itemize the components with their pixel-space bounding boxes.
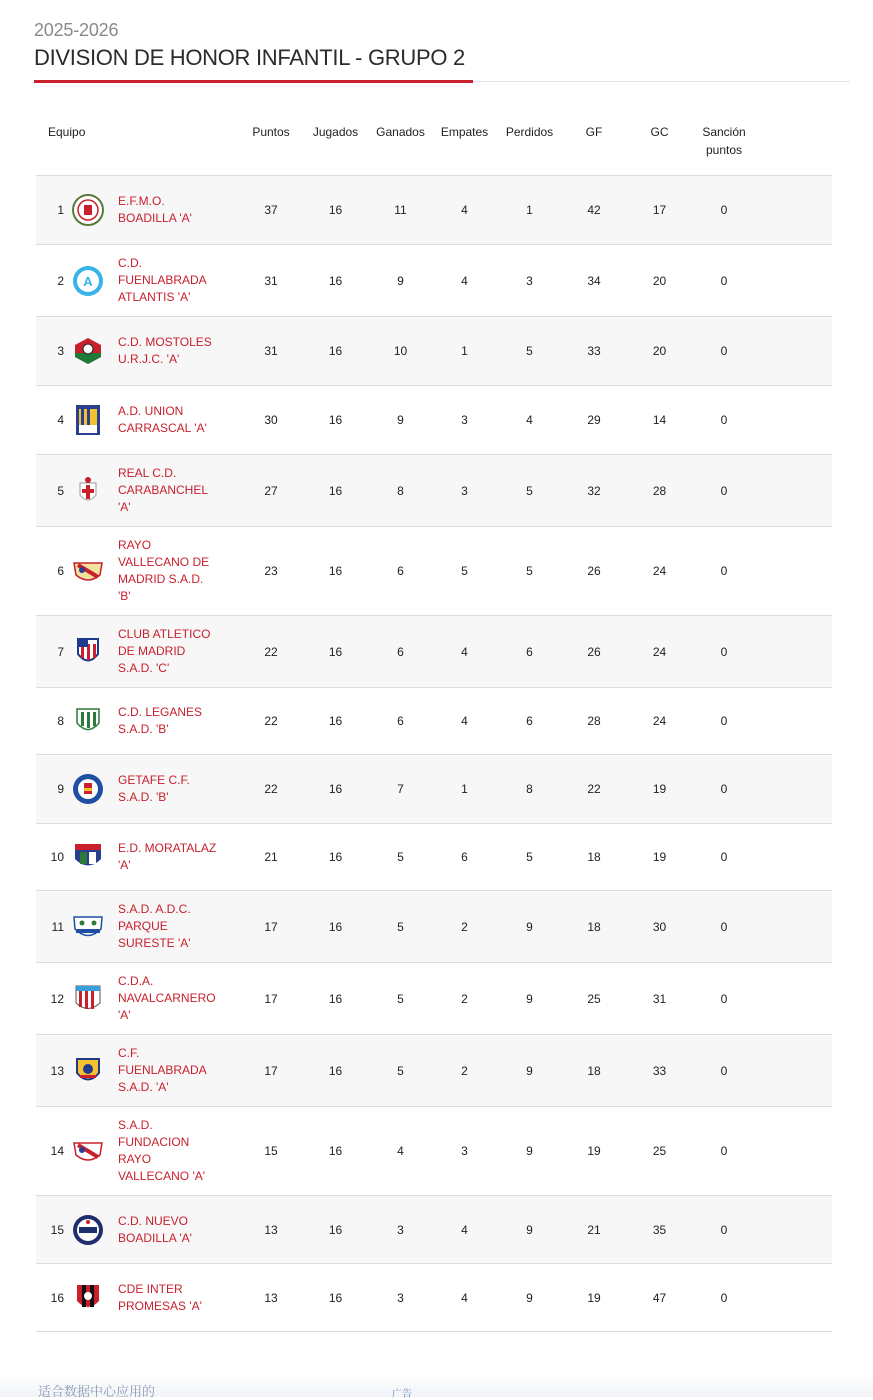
cell-won: 3 (371, 1264, 430, 1332)
cell-drawn: 6 (430, 824, 499, 891)
team-link[interactable]: A.D. UNION CARRASCAL 'A' (118, 404, 207, 435)
cell-position: 10 (36, 824, 72, 891)
fuenlabrada-crest-icon (72, 1055, 104, 1087)
cell-played: 16 (300, 1035, 371, 1107)
cell-lost: 9 (499, 963, 560, 1035)
footer-ad-label[interactable]: 广告 (392, 1389, 412, 1400)
cell-spacer (757, 1035, 832, 1107)
cell-team (72, 1107, 242, 1196)
cell-gc: 17 (628, 176, 691, 245)
parque-sureste-crest-icon (72, 911, 104, 943)
cell-position: 1 (36, 176, 72, 245)
cell-drawn: 4 (430, 245, 499, 317)
cell-position: 15 (36, 1196, 72, 1264)
cell-gf: 32 (560, 455, 628, 527)
carabanchel-crest-icon (72, 475, 104, 507)
carrascal-crest-icon (72, 404, 104, 436)
cell-lost: 9 (499, 1035, 560, 1107)
cell-won: 6 (371, 527, 430, 616)
team-link[interactable]: E.D. MORATALAZ 'A' (118, 841, 217, 872)
cell-won: 9 (371, 386, 430, 455)
cell-points: 17 (242, 1035, 300, 1107)
cell-played: 16 (300, 245, 371, 317)
table-row (36, 1196, 832, 1264)
cell-sanction: 0 (691, 527, 757, 616)
team-link[interactable]: C.D. MOSTOLES U.R.J.C. 'A' (118, 335, 212, 366)
cell-gc: 31 (628, 963, 691, 1035)
cell-drawn: 4 (430, 1264, 499, 1332)
rayo-crest-icon (72, 555, 104, 587)
cell-gf: 21 (560, 1196, 628, 1264)
cell-gc: 14 (628, 386, 691, 455)
cell-won: 8 (371, 455, 430, 527)
cell-gc: 19 (628, 824, 691, 891)
cell-team (72, 688, 242, 755)
cell-won: 10 (371, 317, 430, 386)
cell-gf: 19 (560, 1107, 628, 1196)
col-header-sanction (691, 118, 757, 176)
table-row (36, 455, 832, 527)
team-link[interactable]: CLUB ATLETICO DE MADRID S.A.D. 'C' (118, 627, 211, 675)
cell-sanction: 0 (691, 386, 757, 455)
cell-team (72, 616, 242, 688)
cell-gc: 33 (628, 1035, 691, 1107)
cell-lost: 9 (499, 891, 560, 963)
cell-spacer (757, 317, 832, 386)
cell-lost: 5 (499, 824, 560, 891)
col-header-spacer (757, 118, 832, 176)
cell-won: 5 (371, 891, 430, 963)
team-link[interactable]: C.D. FUENLABRADA ATLANTIS 'A' (118, 256, 207, 304)
cell-won: 5 (371, 824, 430, 891)
cell-gc: 35 (628, 1196, 691, 1264)
cell-position: 5 (36, 455, 72, 527)
cell-gc: 24 (628, 616, 691, 688)
cell-lost: 1 (499, 176, 560, 245)
cell-drawn: 1 (430, 755, 499, 824)
cell-gf: 18 (560, 824, 628, 891)
col-header-sanction-line1: Sanción (702, 125, 746, 139)
table-row (36, 176, 832, 245)
team-link[interactable]: C.D. LEGANES S.A.D. 'B' (118, 705, 203, 736)
cell-points: 15 (242, 1107, 300, 1196)
cell-position: 6 (36, 527, 72, 616)
cell-lost: 6 (499, 688, 560, 755)
cell-team (72, 1035, 242, 1107)
team-link[interactable]: E.F.M.O. BOADILLA 'A' (118, 194, 192, 225)
cell-position: 2 (36, 245, 72, 317)
cell-sanction: 0 (691, 891, 757, 963)
cell-lost: 5 (499, 527, 560, 616)
cell-played: 16 (300, 317, 371, 386)
cell-spacer (757, 755, 832, 824)
cell-points: 22 (242, 688, 300, 755)
col-header-gc: GC (650, 125, 669, 139)
cell-points: 31 (242, 245, 300, 317)
cell-points: 37 (242, 176, 300, 245)
cell-won: 11 (371, 176, 430, 245)
cell-points: 23 (242, 527, 300, 616)
table-row (36, 824, 832, 891)
cell-lost: 6 (499, 616, 560, 688)
cell-gc: 25 (628, 1107, 691, 1196)
cell-spacer (757, 455, 832, 527)
cell-won: 4 (371, 1107, 430, 1196)
cell-lost: 5 (499, 455, 560, 527)
cell-drawn: 5 (430, 527, 499, 616)
cell-gf: 18 (560, 1035, 628, 1107)
table-row (36, 1035, 832, 1107)
cell-gf: 22 (560, 755, 628, 824)
cell-gf: 29 (560, 386, 628, 455)
team-link[interactable]: S.A.D. A.D.C. PARQUE SURESTE 'A' (118, 902, 191, 950)
cell-spacer (757, 963, 832, 1035)
cell-sanction: 0 (691, 1196, 757, 1264)
cell-lost: 9 (499, 1196, 560, 1264)
table-row (36, 317, 832, 386)
cell-gc: 20 (628, 245, 691, 317)
cell-drawn: 4 (430, 176, 499, 245)
cell-points: 31 (242, 317, 300, 386)
cell-played: 16 (300, 688, 371, 755)
cell-played: 16 (300, 176, 371, 245)
table-row (36, 1107, 832, 1196)
cell-sanction: 0 (691, 963, 757, 1035)
cell-sanction: 0 (691, 1107, 757, 1196)
cell-sanction: 0 (691, 824, 757, 891)
cell-drawn: 4 (430, 688, 499, 755)
cell-sanction: 0 (691, 688, 757, 755)
leganes-crest-icon (72, 705, 104, 737)
cell-won: 5 (371, 1035, 430, 1107)
cell-team (72, 386, 242, 455)
team-link[interactable]: S.A.D. FUNDACION RAYO VALLECANO 'A' (118, 1118, 206, 1183)
mostoles-crest-icon (72, 335, 104, 367)
cell-gc: 19 (628, 755, 691, 824)
cell-spacer (757, 527, 832, 616)
cell-drawn: 1 (430, 317, 499, 386)
team-link[interactable]: C.D. NUEVO BOADILLA 'A' (118, 1213, 192, 1245)
atletico-crest-icon (72, 636, 104, 668)
cell-drawn: 4 (430, 616, 499, 688)
cell-played: 16 (300, 824, 371, 891)
season-label: 2025-2026 (34, 20, 119, 40)
inter-promesas-crest-icon (72, 1282, 104, 1314)
cell-position: 16 (36, 1264, 72, 1332)
cell-gf: 34 (560, 245, 628, 317)
navalcarnero-crest-icon (72, 983, 104, 1015)
cell-team (72, 824, 242, 891)
cell-spacer (757, 1196, 832, 1264)
atlantis-crest-icon (72, 265, 104, 297)
cell-position: 7 (36, 616, 72, 688)
cell-played: 16 (300, 455, 371, 527)
cell-gc: 24 (628, 527, 691, 616)
cell-spacer (757, 616, 832, 688)
cell-won: 6 (371, 616, 430, 688)
cell-gc: 28 (628, 455, 691, 527)
col-header-sanction-line2: puntos (705, 143, 743, 157)
team-link[interactable]: REAL C.D. CARABANCHEL 'A' (118, 466, 208, 514)
col-header-points: Puntos (252, 125, 290, 139)
cell-points: 21 (242, 824, 300, 891)
cell-gf: 28 (560, 688, 628, 755)
cell-played: 16 (300, 963, 371, 1035)
cell-gf: 26 (560, 616, 628, 688)
cell-gf: 25 (560, 963, 628, 1035)
cell-lost: 9 (499, 1264, 560, 1332)
col-header-played: Jugados (312, 125, 359, 139)
cell-lost: 9 (499, 1107, 560, 1196)
cell-won: 9 (371, 245, 430, 317)
team-link[interactable]: GETAFE C.F. S.A.D. 'B' (118, 773, 190, 804)
cell-played: 16 (300, 891, 371, 963)
cell-won: 5 (371, 963, 430, 1035)
cell-drawn: 3 (430, 1107, 499, 1196)
fundacion-rayo-crest-icon (72, 1135, 104, 1167)
cell-team (72, 245, 242, 317)
efmo-crest-icon (72, 194, 104, 226)
cell-gf: 26 (560, 527, 628, 616)
col-header-team: Equipo (48, 125, 86, 139)
col-header-gf: GF (585, 125, 603, 139)
cell-played: 16 (300, 527, 371, 616)
table-row (36, 891, 832, 963)
cell-team (72, 527, 242, 616)
cell-points: 13 (242, 1264, 300, 1332)
table-row (36, 963, 832, 1035)
cell-sanction: 0 (691, 1035, 757, 1107)
cell-position: 13 (36, 1035, 72, 1107)
cell-played: 16 (300, 755, 371, 824)
cell-position: 4 (36, 386, 72, 455)
table-row (36, 527, 832, 616)
table-row (36, 245, 832, 317)
cell-spacer (757, 824, 832, 891)
col-header-drawn: Empates (440, 125, 489, 139)
cell-spacer (757, 386, 832, 455)
cell-position: 3 (36, 317, 72, 386)
cell-team (72, 963, 242, 1035)
table-header-row (36, 118, 832, 176)
cell-drawn: 3 (430, 386, 499, 455)
table-row (36, 386, 832, 455)
cell-points: 17 (242, 963, 300, 1035)
col-header-lost: Perdidos (505, 125, 554, 139)
cell-won: 3 (371, 1196, 430, 1264)
team-link[interactable]: C.D.A. NAVALCARNERO 'A' (118, 974, 216, 1022)
cell-drawn: 3 (430, 455, 499, 527)
getafe-crest-icon (72, 773, 104, 805)
page-title: DIVISION DE HONOR INFANTIL - GRUPO 2 (34, 45, 465, 70)
cell-gf: 42 (560, 176, 628, 245)
cell-team (72, 176, 242, 245)
cell-played: 16 (300, 386, 371, 455)
cell-drawn: 4 (430, 1196, 499, 1264)
cell-drawn: 2 (430, 891, 499, 963)
table-row (36, 755, 832, 824)
cell-played: 16 (300, 1196, 371, 1264)
cell-drawn: 2 (430, 963, 499, 1035)
cell-position: 9 (36, 755, 72, 824)
cell-sanction: 0 (691, 455, 757, 527)
cell-gc: 20 (628, 317, 691, 386)
cell-gc: 24 (628, 688, 691, 755)
cell-sanction: 0 (691, 1264, 757, 1332)
cell-position: 12 (36, 963, 72, 1035)
nuevo-boadilla-crest-icon (72, 1214, 104, 1246)
cell-drawn: 2 (430, 1035, 499, 1107)
cell-spacer (757, 1107, 832, 1196)
cell-sanction: 0 (691, 616, 757, 688)
cell-gf: 19 (560, 1264, 628, 1332)
cell-lost: 3 (499, 245, 560, 317)
cell-gc: 47 (628, 1264, 691, 1332)
table-row (36, 688, 832, 755)
cell-points: 27 (242, 455, 300, 527)
cell-sanction: 0 (691, 245, 757, 317)
cell-points: 30 (242, 386, 300, 455)
cell-team (72, 1196, 242, 1264)
cell-team (72, 1264, 242, 1332)
cell-spacer (757, 176, 832, 245)
cell-lost: 4 (499, 386, 560, 455)
footer-ad-text[interactable]: 适合数据中心应用的 (38, 1384, 156, 1399)
cell-lost: 5 (499, 317, 560, 386)
title-underline (34, 80, 473, 83)
cell-points: 17 (242, 891, 300, 963)
cell-points: 13 (242, 1196, 300, 1264)
cell-won: 7 (371, 755, 430, 824)
cell-played: 16 (300, 1107, 371, 1196)
cell-sanction: 0 (691, 176, 757, 245)
cell-points: 22 (242, 755, 300, 824)
table-row (36, 1264, 832, 1332)
cell-won: 6 (371, 688, 430, 755)
cell-sanction: 0 (691, 317, 757, 386)
cell-position: 14 (36, 1107, 72, 1196)
team-link[interactable]: C.F. FUENLABRADA S.A.D. 'A' (118, 1046, 207, 1094)
team-link[interactable]: RAYO VALLECANO DE MADRID S.A.D. 'B' (118, 538, 210, 603)
cell-lost: 8 (499, 755, 560, 824)
standings-table (36, 118, 832, 1332)
cell-spacer (757, 688, 832, 755)
cell-team (72, 755, 242, 824)
cell-played: 16 (300, 1264, 371, 1332)
team-link[interactable]: CDE INTER PROMESAS 'A' (118, 1281, 202, 1313)
cell-team (72, 455, 242, 527)
cell-sanction: 0 (691, 755, 757, 824)
table-row (36, 616, 832, 688)
cell-spacer (757, 245, 832, 317)
cell-played: 16 (300, 616, 371, 688)
cell-gf: 33 (560, 317, 628, 386)
cell-position: 8 (36, 688, 72, 755)
cell-gf: 18 (560, 891, 628, 963)
cell-team (72, 891, 242, 963)
cell-gc: 30 (628, 891, 691, 963)
cell-spacer (757, 1264, 832, 1332)
cell-position: 11 (36, 891, 72, 963)
cell-spacer (757, 891, 832, 963)
cell-team (72, 317, 242, 386)
svg-text:A: A (83, 273, 93, 289)
moratalaz-crest-icon (72, 841, 104, 873)
col-header-won: Ganados (376, 125, 425, 139)
cell-points: 22 (242, 616, 300, 688)
